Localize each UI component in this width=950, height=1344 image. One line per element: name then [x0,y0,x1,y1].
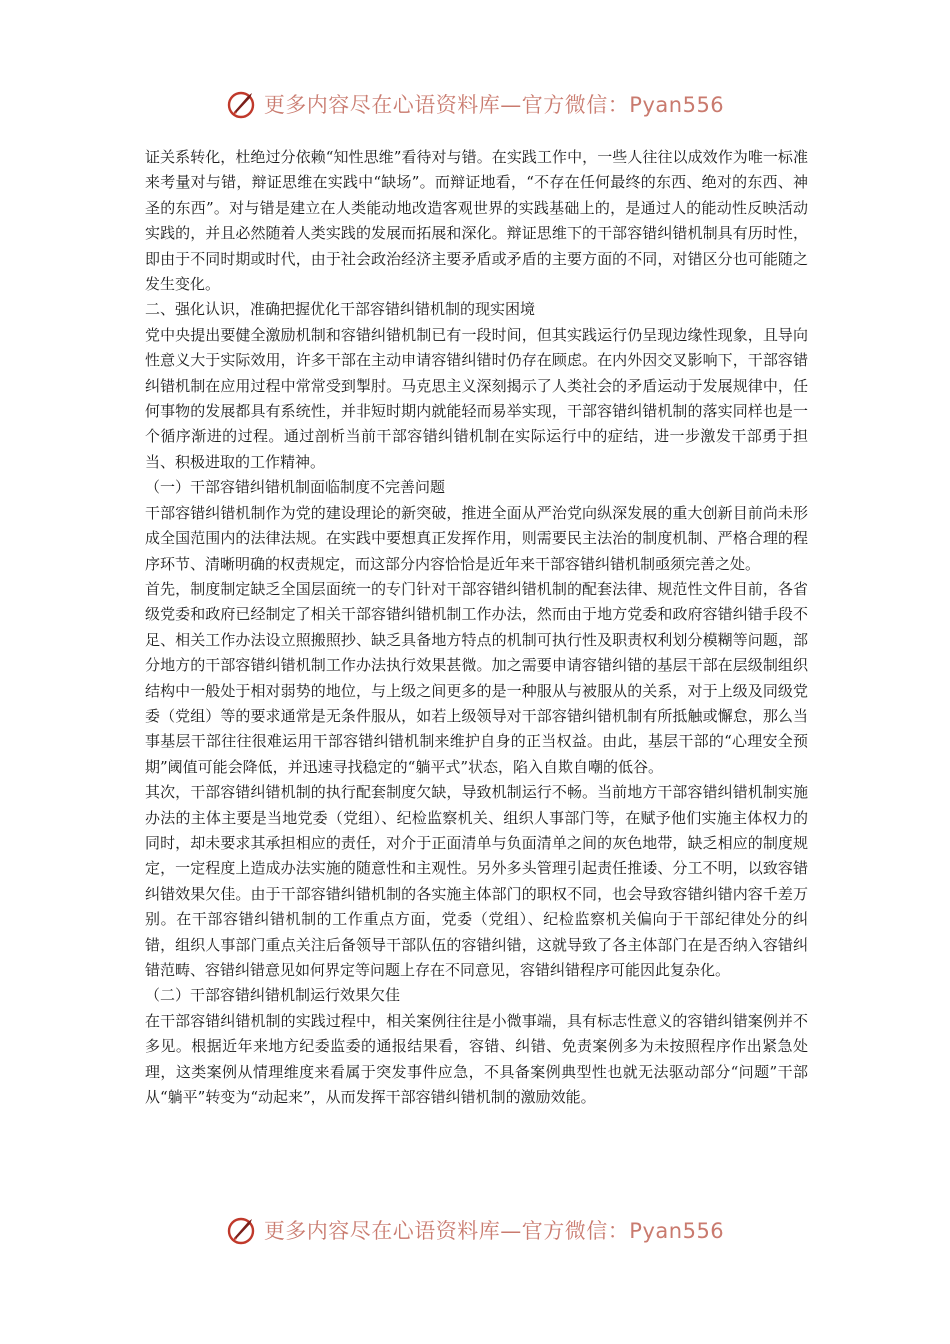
document-body [145,145,808,1190]
paragraph: 在干部容错纠错机制的实践过程中，相关案例往往是小微事端，具有标志性意义的容错纠错案例并不多见。根据近年来地方纪委监委的通报结果看，容错、纠错、免责案例多为未按照程序作出紧急处理，这类案例从情理维度来看属于突发事件应急，不具备案例典型性也就无法驱动部分“问题”干部从“躺平”转变为“动起来”，从而发挥干部容错纠错机制的激励效能。 [145,1011,808,1107]
watermark-text: 更多内容尽在心语资料库—官方微信：Pyan556 [263,93,725,117]
section-heading: 二、强化认识，准确把握优化干部容错纠错机制的现实困境 [145,300,536,319]
paragraph: 党中央提出要健全激励机制和容错纠错机制已有一段时间，但其实践运行仍呈现边缘性现象，且导向性意义大于实际效用，许多干部在主动申请容错纠错时仍存在顾虑。在内外因交叉影响下，干部容错纠错机制在应用过程中常常受到掣肘。马克思主义深刻揭示了人类社会的矛盾运动于发展规律中，任何事物的发展都具有系统性，并非短时期内就能轻而易举实现，干部容错纠错机制的落实同样也是一个循序渐进的过程。通过剖析当前干部容错纠错机制在实际运行中的症结，进一步激发干部勇于担当、积极进取的工作精神。 [145,325,808,471]
pen-logo-icon [226,1214,258,1246]
paragraph: 干部容错纠错机制作为党的建设理论的新突破，推进全面从严治党向纵深发展的重大创新目前尚未形成全国范围内的法律法规。在实践中要想真正发挥作用，则需要民主法治的制度机制、严格合理的程序环节、清晰明确的权责规定，而这部分内容恰恰是近年来干部容错纠错机制亟须完善之处。 [145,503,808,573]
pen-logo-icon [226,88,258,120]
footer-watermark [0,1210,950,1250]
subsection-heading: （二）干部容错纠错机制运行效果欠佳 [145,986,401,1005]
header-watermark [0,84,950,124]
paragraph: 其次，干部容错纠错机制的执行配套制度欠缺，导致机制运行不畅。当前地方干部容错纠错机制实施办法的主体主要是当地党委（党组）、纪检监察机关、组织人事部门等，在赋予他们实施主体权力的同时，却未要求其承担相应的责任，对介于正面清单与负面清单之间的灰色地带，缺乏相应的制度规定，一定程度上造成办法实施的随意性和主观性。另外多头管理引起责任推诿、分工不明，以致容错纠错效果欠佳。由于干部容错纠错机制的各实施主体部门的职权不同，也会导致容错纠错内容千差万别。在干部容错纠错机制的工作重点方面，党委（党组）、纪检监察机关偏向于干部纪律处分的纠错，组织人事部门重点关注后备领导干部队伍的容错纠错，这就导致了各主体部门在是否纳入容错纠错范畴、容错纠错意见如何界定等问题上存在不同意见，容错纠错程序可能因此复杂化。 [145,783,808,979]
paragraph: 证关系转化，杜绝过分依赖“知性思维”看待对与错。在实践工作中，一些人往往以成效作为唯一标准来考量对与错，辩证思维在实践中“缺场”。而辩证地看，“不存在任何最终的东西、绝对的东西、神圣的东西”。对与错是建立在人类能动地改造客观世界的实践基础上的，是通过人的能动性反映活动实践的，并且必然随着人类实践的发展而拓展和深化。辩证思维下的干部容错纠错机制具有历时性，即由于不同时期或时代，由于社会政治经济主要矛盾或矛盾的主要方面的不同，对错区分也可能随之发生变化。 [145,148,808,294]
paragraph: 首先，制度制定缺乏全国层面统一的专门针对干部容错纠错机制的配套法律、规范性文件目前，各省级党委和政府已经制定了相关干部容错纠错机制工作办法，然而由于地方党委和政府容错纠错手段不足、相关工作办法设立照搬照抄、缺乏具备地方特点的机制可执行性及职责权利划分模糊等问题，部分地方的干部容错纠错机制工作办法执行效果甚微。加之需要申请容错纠错的基层干部在层级制组织结构中一般处于相对弱势的地位，与上级之间更多的是一种服从与被服从的关系，对于上级及同级党委（党组）等的要求通常是无条件服从，如若上级领导对干部容错纠错机制有所抵触或懈怠，那么当事基层干部往往很难运用干部容错纠错机制来维护自身的正当权益。由此，基层干部的“心理安全预期”阈值可能会降低，并迅速寻找稳定的“躺平式”状态，陷入自欺自嘲的低谷。 [145,579,808,776]
watermark-text: 更多内容尽在心语资料库—官方微信：Pyan556 [263,1219,725,1243]
subsection-heading: （一）干部容错纠错机制面临制度不完善问题 [145,478,446,497]
